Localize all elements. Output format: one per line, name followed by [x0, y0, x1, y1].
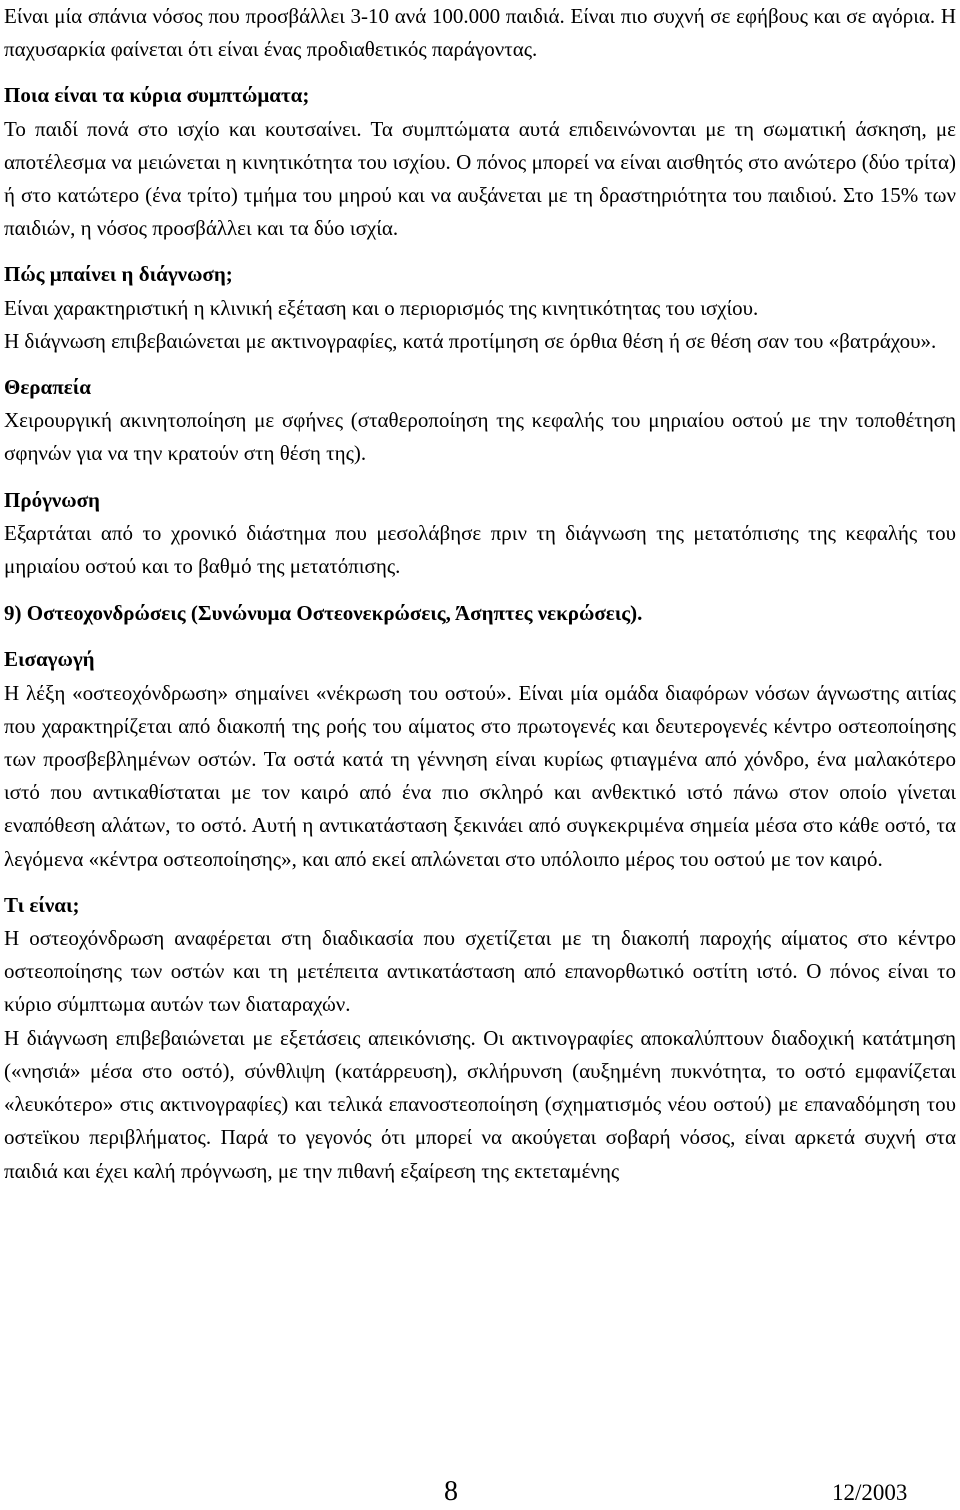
- prognosis-heading: Πρόγνωση: [4, 487, 100, 512]
- section-9-title: 9) Οστεοχονδρώσεις (Συνώνυμα Οστεονεκρώσεις, Άσηπτες νεκρώσεις).: [4, 601, 643, 626]
- diagnosis-heading: Πώς μπαίνει η διάγνωση;: [4, 262, 233, 287]
- page-number: 8: [444, 1476, 458, 1507]
- what-is-heading: Τι είναι;: [4, 892, 80, 917]
- intro-paragraph: Είναι μία σπάνια νόσος που προσβάλλει 3-10 ανά 100.000 παιδιά. Είναι πιο συχνή σε εφήβους και σε αγόρια. Η παχυσαρκία φαίνεται ότι είναι ένας προδιαθετικός παράγοντας.: [4, 4, 956, 62]
- treatment-paragraph: Χειρουργική ακινητοποίηση με σφήνες (σταθεροποίηση της κεφαλής του μηριαίου οστού με την τοποθέτηση σφηνών για να την κρατούν στη θέση της).: [4, 408, 956, 466]
- prognosis-paragraph: Εξαρτάται από το χρονικό διάστημα που μεσολάβησε πριν τη διάγνωση της μετατόπισης της κεφαλής του μηριαίου οστού και το βαθμό της μετατόπισης.: [4, 520, 956, 579]
- what-is-paragraph-2: Η διάγνωση επιβεβαιώνεται με εξετάσεις απεικόνισης. Οι ακτινογραφίες αποκαλύπτουν διαδοχική κατάτμηση («νησιά» μέσα στο οστό), σύνθλιψη (κατάρρευση), σκλήρυνση (αυξημένη πυκνότητα, το οστό εμφανίζεται «λευκότερο» στις ακτινογραφίες) και τελικά επανοστεοποίηση (σχηματισμός νέου οστού) με επαναδόμηση του οστεϊκου περιβλήματος. Παρά το γεγονός ότι μπορεί να ακούγεται σοβαρή νόσος, είναι αρκετά συχνή στα παιδιά και έχει καλή πρόγνωση, με την πιθανή εξαίρεση της εκτεταμένης: [4, 1025, 956, 1183]
- diagnosis-paragraph-2: Η διάγνωση επιβεβαιώνεται με ακτινογραφίες, κατά προτίμηση σε όρθια θέση ή σε θέση σαν του «βατράχου».: [4, 328, 937, 353]
- treatment-heading: Θεραπεία: [4, 375, 91, 400]
- symptoms-heading: Ποια είναι τα κύρια συμπτώματα;: [4, 83, 310, 108]
- footer-date: 12/2003: [832, 1480, 908, 1505]
- introduction-heading: Εισαγωγή: [4, 647, 95, 672]
- what-is-paragraph-1: Η οστεοχόνδρωση αναφέρεται στη διαδικασία που σχετίζεται με τη διακοπή παροχής αίματος στο κέντρο οστεοποίησης των οστών και τη μετέπειτα αντικατάσταση από επανορθωτικό οστίτη ιστό. Ο πόνος είναι το κύριο σύμπτωμα αυτών των διαταραχών.: [4, 926, 956, 1017]
- introduction-paragraph: Η λέξη «οστεοχόνδρωση» σημαίνει «νέκρωση του οστού». Είναι μία ομάδα διαφόρων νόσων άγνωστης αιτίας που χαρακτηρίζεται από διακοπή της ροής του αίματος στο πρωτογενές και δευτερογενές κέντρο οστεοποίησης των προσβεβλημένων οστών. Τα οστά κατά τη γέννηση είναι κυρίως φτιαγμένα από χόνδρο, ένα μαλακότερο ιστό που αντικαθίσταται με τον καιρό από ένα πιο σκληρό και ανθεκτικό ιστό πάνω στον οποίο γίνεται εναπόθεση αλάτων, το οστό. Αυτή η αντικατάσταση ξεκινάει από συγκεκριμένα σημεία μέσα στο κάθε οστό, τα λεγόμενα «κέντρα οστεοποίησης», και από εκεί απλώνεται στο υπόλοιπο μέρος του οστού με τον καιρό.: [4, 680, 956, 871]
- diagnosis-paragraph-1: Είναι χαρακτηριστική η κλινική εξέταση και ο περιορισμός της κινητικότητας του ισχίου.: [4, 295, 759, 320]
- symptoms-paragraph: Το παιδί πονά στο ισχίο και κουτσαίνει. Τα συμπτώματα αυτά επιδεινώνονται με τη σωματική άσκηση, με αποτέλεσμα να μειώνεται η κινητικότητα του ισχίου. Ο πόνος μπορεί να είναι αισθητός στο ανώτερο (δύο τρίτα) ή στο κατώτερο (ένα τρίτο) τμήμα του μηρού και να αυξάνεται με τη δραστηριότητα του παιδιού. Στο 15% των παιδιών, η νόσος προσβάλλει και τα δύο ισχία.: [4, 116, 956, 241]
- document-page: [4, 0, 956, 1188]
